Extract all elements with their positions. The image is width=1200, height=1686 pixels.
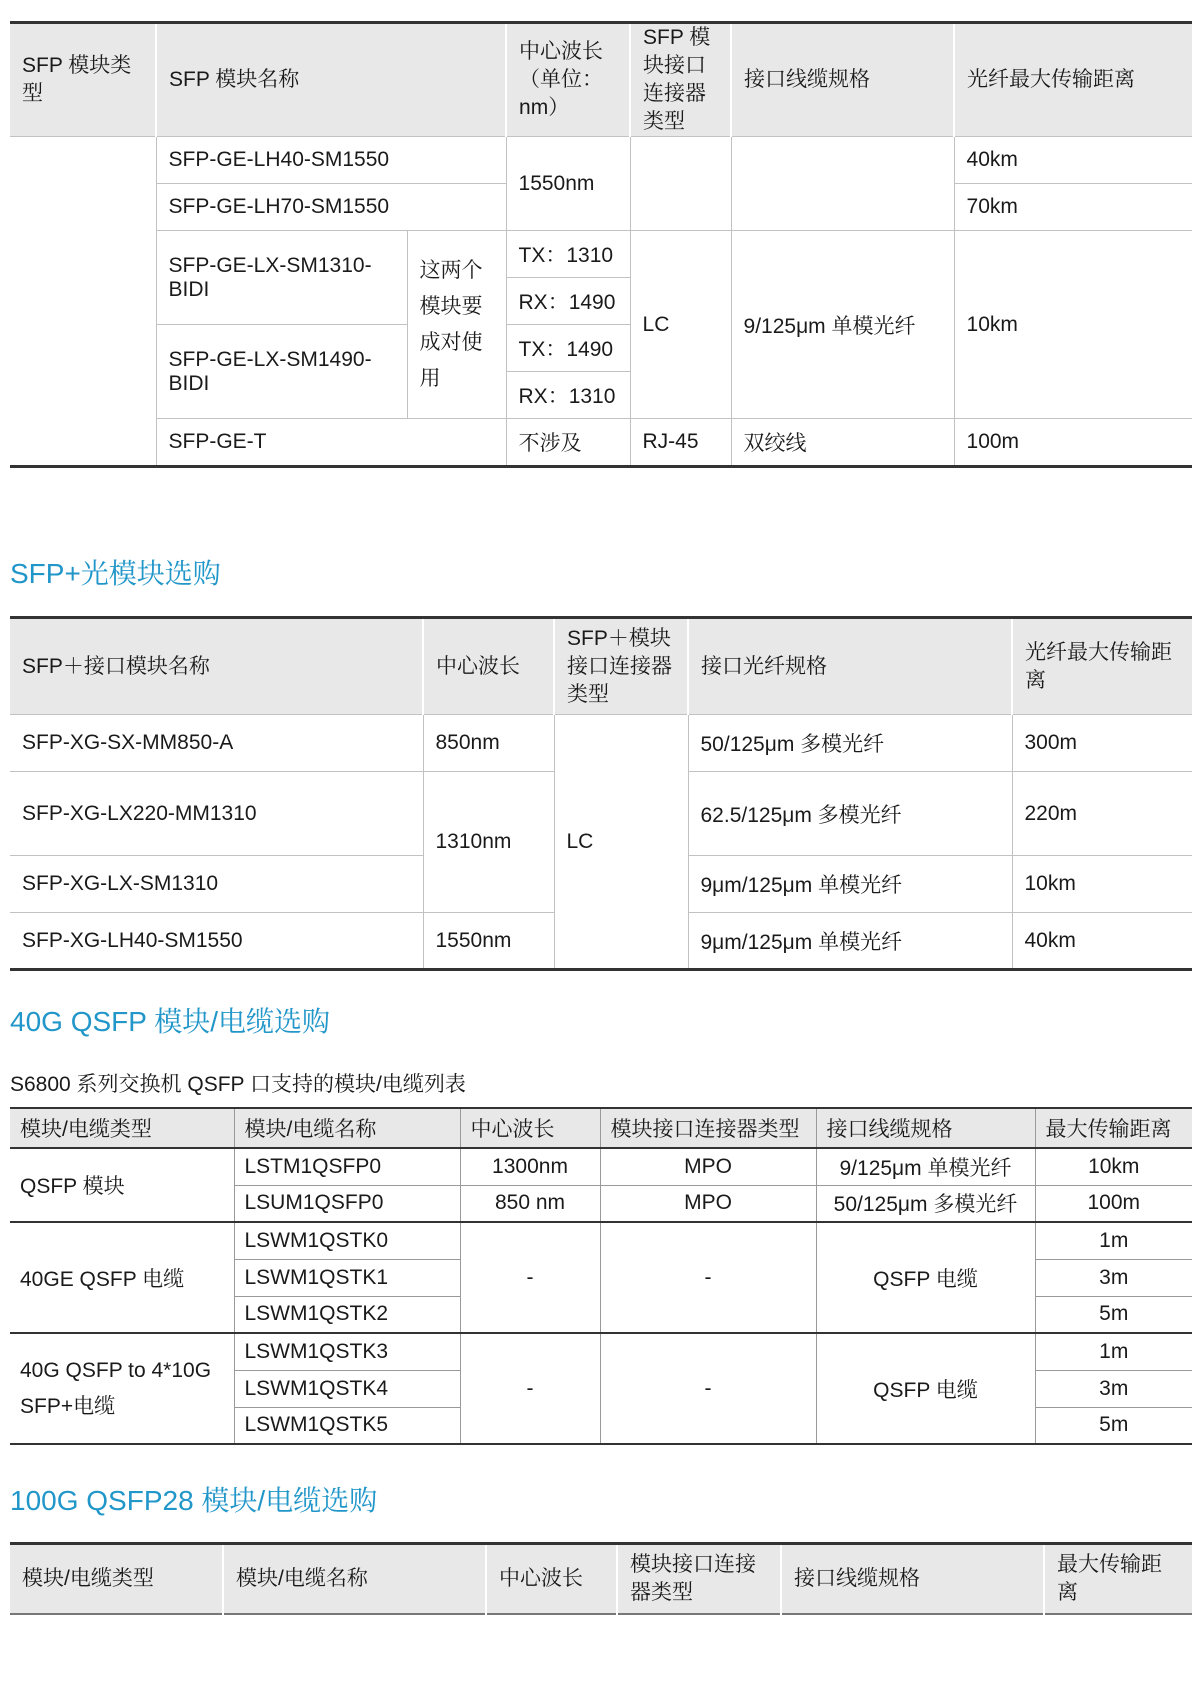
module-name: LSTM1QSFP0 xyxy=(234,1148,460,1185)
header-cell: 最大传输距离 xyxy=(1035,1108,1192,1148)
section-title-100g: 100G QSFP28 模块/电缆选购 xyxy=(10,1485,378,1516)
header-cell: 模块/电缆类型 xyxy=(10,1108,234,1148)
module-type-cell xyxy=(10,137,156,467)
header-cell: 模块接口连接器类型 xyxy=(600,1108,816,1148)
connector-type xyxy=(630,137,731,231)
table-row xyxy=(10,1222,1192,1259)
module-type: 40G QSFP to 4*10G SFP+电缆 xyxy=(10,1333,234,1444)
wavelength: 1310nm xyxy=(423,772,554,913)
header-cell: 中心波长 xyxy=(423,618,554,715)
header-cell: 最大传输距离 xyxy=(1044,1544,1192,1614)
header-cell: 模块/电缆名称 xyxy=(234,1108,460,1148)
wavelength: - xyxy=(460,1222,600,1333)
table-caption-40g: S6800 系列交换机 QSFP 口支持的模块/电缆列表 xyxy=(10,1073,466,1096)
connector-type: LC xyxy=(554,715,688,970)
fiber-spec: 9μm/125μm 单模光纤 xyxy=(688,856,1012,913)
connector-type: - xyxy=(600,1333,816,1444)
distance: 1m xyxy=(1035,1222,1192,1259)
rx-wavelength: RX：1490 xyxy=(506,278,630,325)
header-cell: 接口光纤规格 xyxy=(688,618,1012,715)
header-cell: 模块接口连接器类型 xyxy=(617,1544,781,1614)
module-name: SFP-XG-LX220-MM1310 xyxy=(10,772,423,856)
distance: 3m xyxy=(1035,1259,1192,1296)
header-cell: 中心波长 xyxy=(460,1108,600,1148)
distance: 10km xyxy=(954,231,1192,419)
table-row xyxy=(10,419,1192,467)
header-cell: SFP 模块名称 xyxy=(156,23,506,137)
table-header-row xyxy=(10,1544,1192,1614)
header-cell: 接口线缆规格 xyxy=(731,23,954,137)
header-cell: 模块/电缆名称 xyxy=(223,1544,486,1614)
header-cell: 接口线缆规格 xyxy=(781,1544,1044,1614)
table-row xyxy=(10,137,1192,184)
cable-spec xyxy=(731,137,954,231)
distance: 3m xyxy=(1035,1370,1192,1407)
rx-wavelength: RX：1310 xyxy=(506,372,630,419)
cable-spec: 9/125μm 单模光纤 xyxy=(816,1148,1035,1185)
qsfp28-100g-table xyxy=(10,1542,1192,1615)
module-name: LSUM1QSFP0 xyxy=(234,1185,460,1222)
sfp-module-table xyxy=(10,21,1192,468)
wavelength: 850nm xyxy=(423,715,554,772)
connector-type: LC xyxy=(630,231,731,419)
wavelength: 1550nm xyxy=(506,137,630,231)
distance: 10km xyxy=(1035,1148,1192,1185)
qsfp-40g-table xyxy=(10,1107,1192,1445)
section-title-40g: 40G QSFP 模块/电缆选购 xyxy=(10,1006,330,1037)
wavelength: 不涉及 xyxy=(506,419,630,467)
module-name: LSWM1QSTK3 xyxy=(234,1333,460,1370)
distance: 70km xyxy=(954,184,1192,231)
table-row xyxy=(10,231,1192,278)
table-header-row xyxy=(10,1108,1192,1148)
connector-type: - xyxy=(600,1222,816,1333)
distance: 100m xyxy=(954,419,1192,467)
distance: 220m xyxy=(1012,772,1192,856)
module-name: SFP-GE-LX-SM1310-BIDI xyxy=(156,231,407,325)
wavelength: 1550nm xyxy=(423,913,554,970)
cable-spec: 双绞线 xyxy=(731,419,954,467)
header-cell: SFP＋模块接口连接器类型 xyxy=(554,618,688,715)
fiber-spec: 50/125μm 多模光纤 xyxy=(688,715,1012,772)
module-name: LSWM1QSTK1 xyxy=(234,1259,460,1296)
section-title-sfp-plus: SFP+光模块选购 xyxy=(10,558,221,589)
module-name: SFP-GE-LH40-SM1550 xyxy=(156,137,506,184)
module-name: LSWM1QSTK5 xyxy=(234,1407,460,1444)
distance: 300m xyxy=(1012,715,1192,772)
table-header-row xyxy=(10,618,1192,715)
distance: 5m xyxy=(1035,1296,1192,1333)
table-row xyxy=(10,1148,1192,1185)
cable-spec: 9/125μm 单模光纤 xyxy=(731,231,954,419)
header-cell: SFP 模块类型 xyxy=(10,23,156,137)
module-name: LSWM1QSTK2 xyxy=(234,1296,460,1333)
module-name: SFP-GE-LH70-SM1550 xyxy=(156,184,506,231)
fiber-spec: 62.5/125μm 多模光纤 xyxy=(688,772,1012,856)
module-name: LSWM1QSTK0 xyxy=(234,1222,460,1259)
header-cell: 光纤最大传输距离 xyxy=(1012,618,1192,715)
module-name: SFP-GE-LX-SM1490-BIDI xyxy=(156,325,407,419)
tx-wavelength: TX：1310 xyxy=(506,231,630,278)
module-name: SFP-GE-T xyxy=(156,419,506,467)
header-cell: 中心波长（单位：nm） xyxy=(506,23,630,137)
connector-type: MPO xyxy=(600,1185,816,1222)
wavelength: 1300nm xyxy=(460,1148,600,1185)
distance: 40km xyxy=(1012,913,1192,970)
header-cell: SFP 模块接口连接器类型 xyxy=(630,23,731,137)
distance: 40km xyxy=(954,137,1192,184)
pairing-note: 这两个模块要成对使用 xyxy=(407,231,506,419)
module-type: QSFP 模块 xyxy=(10,1148,234,1222)
connector-type: MPO xyxy=(600,1148,816,1185)
fiber-spec: 9μm/125μm 单模光纤 xyxy=(688,913,1012,970)
header-cell: 中心波长 xyxy=(486,1544,617,1614)
sfp-plus-module-table xyxy=(10,616,1192,971)
distance: 1m xyxy=(1035,1333,1192,1370)
table-row xyxy=(10,1333,1192,1370)
cable-spec: 50/125μm 多模光纤 xyxy=(816,1185,1035,1222)
header-cell: 光纤最大传输距离 xyxy=(954,23,1192,137)
header-cell: 模块/电缆类型 xyxy=(10,1544,223,1614)
module-name: SFP-XG-LX-SM1310 xyxy=(10,856,423,913)
cable-spec: QSFP 电缆 xyxy=(816,1222,1035,1333)
table-header-row xyxy=(10,23,1192,137)
tx-wavelength: TX：1490 xyxy=(506,325,630,372)
module-name: SFP-XG-LH40-SM1550 xyxy=(10,913,423,970)
module-name: LSWM1QSTK4 xyxy=(234,1370,460,1407)
wavelength: - xyxy=(460,1333,600,1444)
distance: 100m xyxy=(1035,1185,1192,1222)
distance: 10km xyxy=(1012,856,1192,913)
connector-type: RJ-45 xyxy=(630,419,731,467)
table-row xyxy=(10,715,1192,772)
header-cell: 接口线缆规格 xyxy=(816,1108,1035,1148)
cable-spec: QSFP 电缆 xyxy=(816,1333,1035,1444)
distance: 5m xyxy=(1035,1407,1192,1444)
module-name: SFP-XG-SX-MM850-A xyxy=(10,715,423,772)
module-type: 40GE QSFP 电缆 xyxy=(10,1222,234,1333)
wavelength: 850 nm xyxy=(460,1185,600,1222)
header-cell: SFP＋接口模块名称 xyxy=(10,618,423,715)
